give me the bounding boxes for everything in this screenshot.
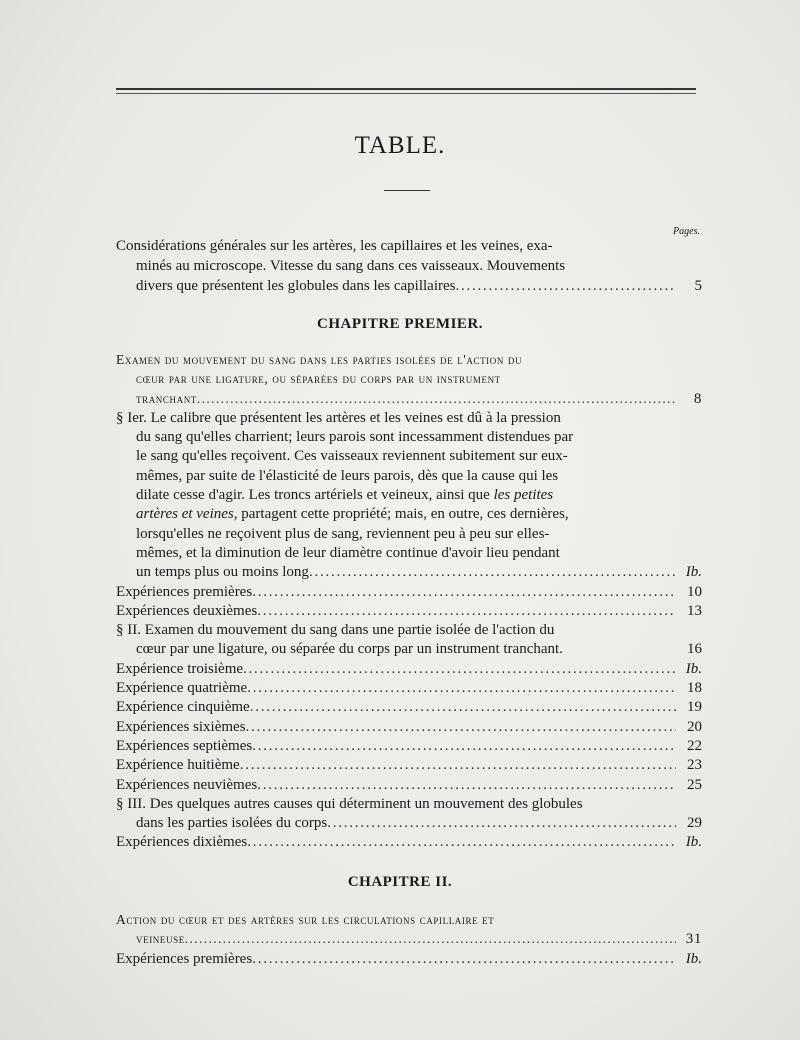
page-number: 19 (687, 699, 702, 716)
top-rule (116, 88, 696, 92)
page-number: Ib. (685, 950, 702, 967)
intro-line-last (116, 276, 702, 296)
toc-entry (116, 833, 702, 852)
section-line: lorsqu'elles ne reçoivent plus de sang, reviennent peu à peu sur elles- (136, 525, 550, 542)
section-line: mêmes, par suite de l'élasticité de leurs parois, dès que la cause qui les (136, 467, 559, 484)
section-line-last (116, 814, 702, 833)
summary-line: Examen du mouvement du sang dans les parties isolées de l'action du (116, 352, 523, 367)
summary-line-last (116, 389, 702, 409)
summary-text: veineuse (136, 931, 185, 947)
leader-dots (252, 950, 676, 969)
leader-dots (185, 929, 676, 948)
summary-line: Action du cœur et des artères sur les circulations capillaire et (116, 912, 495, 927)
section-line-last (116, 563, 702, 582)
leader-dots (246, 718, 676, 737)
toc-entry (116, 583, 702, 602)
section-line: du sang qu'elles charrient; leurs parois sont incessamment distendues par (136, 429, 574, 446)
section-2 (116, 621, 702, 660)
leader-dots (243, 660, 676, 679)
section-line (116, 486, 702, 505)
entry-label: Expériences dixièmes (116, 834, 248, 851)
leader-dots (257, 602, 676, 621)
intro-line: Considérations générales sur les artères, les capillaires et les veines, exa- (116, 238, 553, 254)
section-line: le sang qu'elles reçoivent. Ces vaisseaux reviennent subitement sur eux- (136, 448, 568, 465)
page-number: 25 (687, 776, 702, 793)
chapter2-entries (116, 910, 702, 969)
leader-dots (240, 756, 676, 775)
section-text-italic: artères et veines, (136, 506, 242, 523)
chapter-summary (116, 350, 702, 409)
leader-dots (247, 679, 676, 698)
leader-dots (247, 833, 676, 852)
entry-label: Expérience huitième (116, 757, 240, 774)
summary-line: cœur par une ligature, ou séparées du corps par un instrument (136, 371, 501, 387)
entry-label: Expérience troisième (116, 660, 244, 677)
page-number: Ib. (685, 564, 702, 581)
title-rule (384, 190, 430, 191)
summary-text: tranchant (136, 390, 197, 406)
entry-label: Expériences septièmes (116, 737, 253, 754)
leader-dots (197, 389, 676, 408)
page-number: 31 (685, 931, 702, 948)
section-text: cœur par une ligature, ou séparée du corps par un instrument tranchant. (136, 641, 563, 658)
leader-dots (327, 814, 676, 833)
page-number: 10 (687, 583, 702, 600)
toc-entry (116, 776, 702, 795)
section-text-italic: les petites (493, 487, 554, 504)
toc-entry (116, 737, 702, 756)
section-line: mêmes, et la diminution de leur diamètre continue d'avoir lieu pendant (136, 544, 560, 561)
entry-label: Expériences premières (116, 950, 253, 967)
intro-entry (116, 236, 702, 296)
section-line: § II. Examen du mouvement du sang dans une partie isolée de l'action du (116, 622, 555, 639)
page-number: 8 (693, 390, 702, 407)
page-number: 29 (687, 815, 702, 832)
toc-entry (116, 660, 702, 679)
page-number: Ib. (685, 834, 702, 851)
section-text: un temps plus ou moins long (136, 564, 309, 581)
toc-entry (116, 756, 702, 775)
section-text: partagent cette propriété; mais, en outre, ces dernières, (241, 506, 569, 523)
leader-dots (250, 698, 676, 717)
entry-label: Expérience cinquième (116, 699, 250, 716)
toc-entry (116, 679, 702, 698)
page-number: 5 (694, 278, 702, 294)
chapter-summary (116, 910, 702, 950)
leader-dots (252, 737, 676, 756)
intro-text: divers que présentent les globules dans les capillaires (136, 278, 456, 294)
leader-dots (252, 583, 676, 602)
leader-dots (309, 563, 676, 582)
chapter1-entries (116, 350, 702, 853)
page-number: 23 (687, 757, 702, 774)
page-number: 13 (687, 602, 702, 619)
toc-entry (116, 950, 702, 969)
toc-entry (116, 602, 702, 621)
page-number: 16 (687, 641, 702, 658)
entry-label: Expériences sixièmes (116, 718, 246, 735)
page-number: 22 (687, 737, 702, 754)
intro-line: minés au microscope. Vitesse du sang dans ces vaisseaux. Mouvements (136, 258, 566, 274)
section-line: § III. Des quelques autres causes qui déterminent un mouvement des globules (116, 795, 583, 812)
page-number: Ib. (685, 660, 702, 677)
toc-entry (116, 698, 702, 717)
section-text: dilate cesse d'agir. Les troncs artériels et veineux, ainsi que (136, 487, 490, 504)
entry-label: Expérience quatrième (116, 680, 248, 697)
pages-column-label: Pages. (673, 226, 700, 237)
page-number: 20 (687, 718, 702, 735)
summary-line-last (116, 929, 702, 949)
page-number: 18 (687, 680, 702, 697)
section-text: dans les parties isolées du corps (136, 815, 328, 832)
section-line (116, 505, 702, 524)
section-line: § Ier. Le calibre que présentent les artères et les veines est dû à la pression (116, 409, 561, 426)
entry-label: Expériences neuvièmes (116, 776, 258, 793)
section-line-last (116, 640, 702, 659)
entry-label: Expériences premières (116, 583, 253, 600)
section-3 (116, 795, 702, 834)
chapter-heading: CHAPITRE PREMIER. (316, 316, 483, 332)
page-title: TABLE. (354, 132, 446, 159)
entry-label: Expériences deuxièmes (116, 602, 258, 619)
section-1 (116, 409, 702, 583)
chapter-heading: CHAPITRE II. (347, 874, 453, 890)
leader-dots (257, 776, 676, 795)
leader-dots (456, 276, 677, 296)
toc-entry (116, 718, 702, 737)
